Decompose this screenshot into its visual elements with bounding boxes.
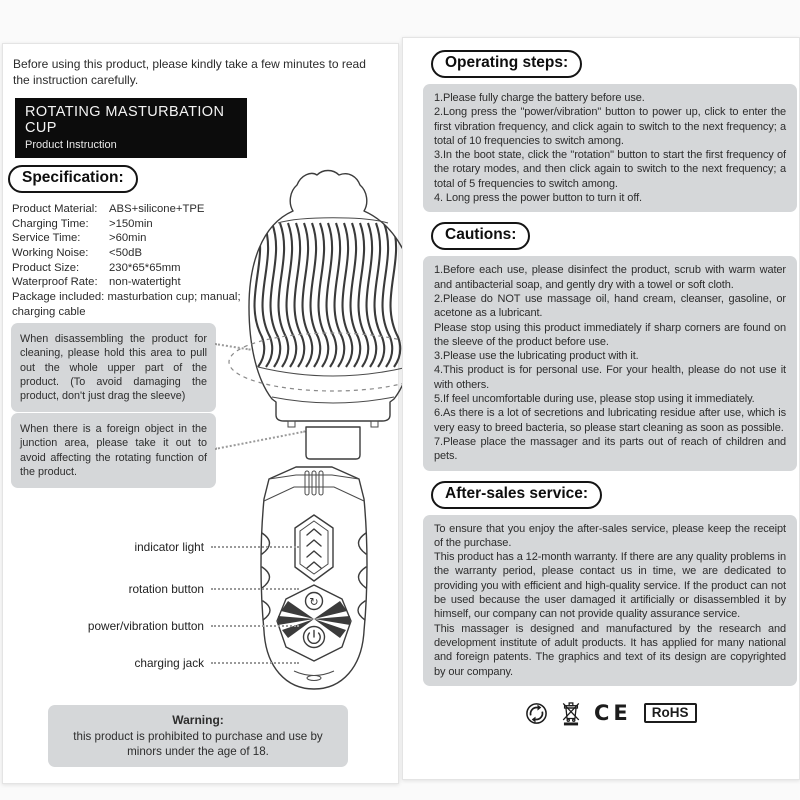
disassembly-note: When disassembling the product for cleaning, please hold this area to pull out the whole upper part of the product. (To avoid damaging the product, don't just drag the sleeve) bbox=[11, 323, 216, 412]
weee-crossed-bin-icon bbox=[560, 700, 582, 727]
green-dot-recycle-icon bbox=[525, 702, 548, 725]
ce-mark: CE bbox=[594, 701, 632, 726]
certification-marks bbox=[525, 700, 799, 727]
label-power-vibration-button bbox=[49, 619, 299, 633]
text-line: 1.Please fully charge the battery before use. bbox=[434, 92, 645, 104]
text-line: To ensure that you enjoy the after-sales service, please keep the receipt of the purchase. bbox=[434, 522, 786, 549]
spec-label: Working Noise: bbox=[12, 247, 89, 260]
spec-value: >150min bbox=[109, 217, 153, 230]
label-charging-jack bbox=[49, 656, 299, 670]
label-text: charging jack bbox=[134, 656, 204, 670]
leader-line bbox=[211, 588, 299, 590]
sleeve-stripes bbox=[255, 223, 401, 367]
operating-steps-box bbox=[423, 84, 797, 212]
text-line: This product has a 12-month warranty. If there are any quality problems in the warranty period, please contact us in time, we are dedicated to providing you with efficient and high-quality service. If the product can not be used because the user damaged it artificially or disassembled it by himself, our company can not provide quality assurance service. bbox=[434, 551, 786, 621]
left-leaflet-page bbox=[2, 43, 399, 784]
label-text: indicator light bbox=[134, 540, 204, 554]
spec-label: Product Size: bbox=[12, 261, 80, 274]
charging-jack-drawing bbox=[294, 671, 334, 676]
indicator-chevrons bbox=[307, 529, 321, 568]
warning-title: Warning: bbox=[172, 713, 224, 727]
leader-line bbox=[211, 546, 299, 548]
rotation-icon: ↻ bbox=[309, 595, 319, 609]
leader-line bbox=[211, 662, 299, 664]
rohs-mark: RoHS bbox=[644, 703, 697, 723]
after-sales-heading: After-sales service: bbox=[431, 481, 602, 509]
leader-line bbox=[211, 625, 299, 627]
intro-text: Before using this product, please kindly take a few minutes to read the instruction carefully. bbox=[13, 57, 366, 87]
spec-label: Service Time: bbox=[12, 232, 81, 245]
text-line: 7.Please place the massager and its parts out of reach of children and pets. bbox=[434, 435, 786, 463]
spec-value: ABS+silicone+TPE bbox=[109, 203, 205, 215]
after-sales-box bbox=[423, 515, 797, 686]
product-title-bar bbox=[15, 98, 247, 158]
specification-heading: Specification: bbox=[8, 165, 138, 193]
text-line: 2.Long press the "power/vibration" button to power up, click to enter the first vibration frequency, and click again to switch to the next frequency; a total of 10 frequencies to switch among. bbox=[434, 106, 786, 147]
label-text: rotation button bbox=[128, 582, 204, 596]
text-line: Please stop using this product immediately if sharp corners are found on the sleeve of the product before use. bbox=[434, 321, 786, 348]
warning-box bbox=[48, 705, 348, 767]
product-subtitle: Product Instruction bbox=[25, 139, 117, 151]
spec-value: non-watertight bbox=[109, 276, 181, 289]
spec-label: Product Material: bbox=[12, 203, 98, 215]
cautions-heading: Cautions: bbox=[431, 222, 530, 250]
text-line: 4. Long press the power button to turn it off. bbox=[434, 192, 642, 205]
text-line: 1.Before each use, please disinfect the product, scrub with warm water and antibacterial soap, and gently dry with a towel or soft cloth. bbox=[434, 264, 786, 291]
spec-value: <50dB bbox=[109, 247, 142, 260]
junction-connector bbox=[306, 427, 360, 459]
indicator-light-panel bbox=[295, 515, 333, 581]
product-title: ROTATING MASTURBATION CUP bbox=[25, 104, 225, 136]
spec-label: Waterproof Rate: bbox=[12, 276, 98, 289]
text-line: 6.As there is a lot of secretions and lubricating residue after use, which is very easy to breed bacteria, so please start cleaning as soon as possible. bbox=[434, 407, 786, 434]
text-line: 3.Please use the lubricating product with it. bbox=[434, 350, 639, 363]
spec-package-line: Package included: masturbation cup; manual; charging cable bbox=[12, 291, 241, 318]
label-rotation-button bbox=[49, 582, 299, 596]
spec-label: Charging Time: bbox=[12, 217, 89, 230]
label-indicator-light bbox=[49, 540, 299, 554]
text-line: 2.Please do NOT use massage oil, hand cream, cleanser, gasoline, or acetone as a lubricant. bbox=[434, 292, 786, 320]
spec-value: >60min bbox=[109, 232, 147, 245]
text-line: 4.This product is for personal use. For your health, please do not use it with others. bbox=[434, 364, 786, 391]
spec-value: 230*65*65mm bbox=[109, 261, 181, 274]
operating-steps-heading: Operating steps: bbox=[431, 50, 582, 78]
label-text: power/vibration button bbox=[87, 619, 204, 633]
text-line: 5.If feel uncomfortable during use, please stop using it immediately. bbox=[434, 393, 755, 406]
text-line: This massager is designed and manufactured by the research and development institute of adult products. It has applied for many national and foreign patents. The graphics and text of its design are copyrighted by our company. bbox=[434, 622, 786, 678]
warning-text: this product is prohibited to purchase and use by minors under the age of 18. bbox=[73, 729, 323, 758]
text-line: 3.In the boot state, click the "rotation" button to start the first frequency of the rotary modes, and then click again to switch to the next frequency; a total of 5 frequencies to switch among. bbox=[434, 149, 786, 190]
power-icon bbox=[308, 631, 320, 644]
cautions-box bbox=[423, 256, 797, 470]
foreign-object-note: When there is a foreign object in the junction area, please take it out to avoid affecting the rotating function of the product. bbox=[11, 413, 216, 488]
right-leaflet-page bbox=[402, 37, 800, 780]
